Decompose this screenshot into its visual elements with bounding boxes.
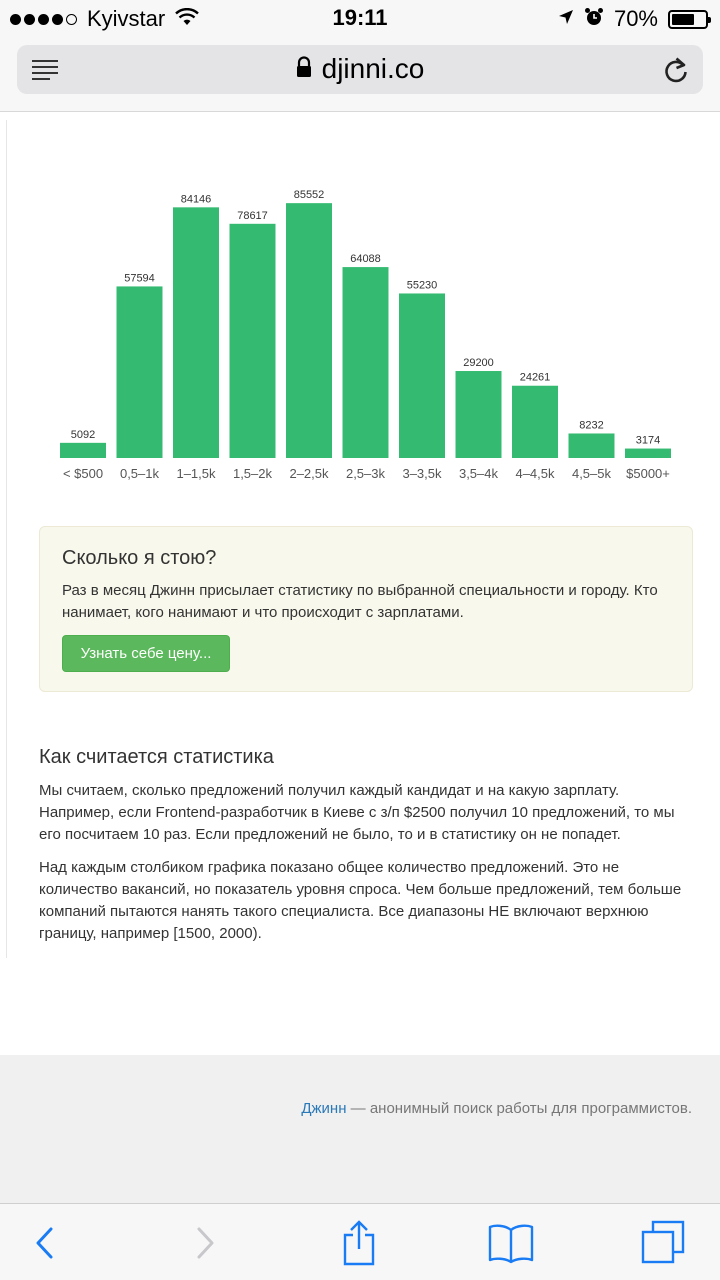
chart-bar <box>456 371 502 458</box>
category-label: 0,5–1k <box>119 466 160 481</box>
category-label: 4,5–5k <box>571 466 612 481</box>
reload-icon[interactable] <box>663 56 689 89</box>
share-icon <box>341 1219 377 1267</box>
category-label: $5000+ <box>626 466 670 481</box>
location-arrow-icon <box>558 9 574 30</box>
bar-value-label: 78617 <box>237 209 268 222</box>
bookmarks-button[interactable] <box>486 1218 536 1268</box>
salary-promo-box <box>39 526 693 692</box>
bar-value-label: 85552 <box>293 189 325 202</box>
howto-heading: Как считается статистика <box>39 746 274 768</box>
bar-value-label: 5092 <box>70 428 96 441</box>
chart-bar <box>173 207 219 458</box>
category-label: 3–3,5k <box>402 466 442 481</box>
battery-percent: 70% <box>613 6 658 31</box>
url-display[interactable] <box>17 53 703 85</box>
back-icon <box>33 1225 57 1261</box>
footer-tagline: — анонимный поиск работы для программистов. <box>346 1100 692 1117</box>
bar-value-label: 84146 <box>180 193 212 206</box>
alarm-clock-icon <box>584 7 604 32</box>
footer-home-link[interactable]: Джинн <box>301 1100 347 1117</box>
bar-value-label: 57594 <box>124 272 155 285</box>
bar-value-label: 3174 <box>635 434 661 447</box>
bar-value-label: 55230 <box>406 279 438 292</box>
carrier-name: Kyivstar <box>87 6 166 31</box>
category-label: 2–2,5k <box>289 466 329 481</box>
back-button[interactable] <box>20 1218 70 1268</box>
browser-address-area <box>0 40 720 112</box>
url-text: djinni.co <box>321 53 425 84</box>
category-label: 3,5–4k <box>458 466 499 481</box>
category-label: 1–1,5k <box>176 466 216 481</box>
footer-text <box>301 1100 692 1117</box>
chart-bar <box>60 443 106 458</box>
bar-value-label: 8232 <box>579 419 604 432</box>
clock: 19:11 <box>332 5 388 30</box>
status-right <box>558 6 708 32</box>
chart-bar <box>286 203 332 458</box>
chart-bar <box>117 286 163 458</box>
forward-button[interactable] <box>180 1218 230 1268</box>
chart-bar <box>569 433 615 458</box>
share-button[interactable] <box>334 1218 384 1268</box>
bar-value-label: 24261 <box>519 371 551 384</box>
tabs-button[interactable] <box>638 1218 688 1268</box>
page-footer <box>0 1055 720 1203</box>
promo-title: Сколько я стою? <box>62 547 217 569</box>
howto-paragraph-1: Мы считаем, сколько предложений получил каждый кандидат и на какую зарплату. Например, если Frontend-разработчик в Киеве с з/п $2500 получил 10 предложений, то мы его посчитаем 10 раз. Если предложений не было, то и в статистику он не попадет. <box>39 782 675 843</box>
know-your-price-button[interactable]: Узнать себе цену... <box>62 635 230 672</box>
howto-paragraph-2: Над каждым столбиком графика показано общее количество предложений. Это не количество вакансий, но показатель уровня спроса. Чем больше предложений, тем больше компаний пытаются нанять такого специалиста. Все диапазоны НЕ включают верхнюю границу, например [1500, 2000). <box>39 859 682 942</box>
address-bar[interactable] <box>17 45 703 94</box>
category-label: 1,5–2k <box>232 466 273 481</box>
bar-value-label: 64088 <box>350 253 381 266</box>
status-bar <box>0 0 720 40</box>
chart-bar <box>512 386 558 458</box>
chart-bar <box>230 224 276 458</box>
lock-icon <box>296 56 312 83</box>
category-label: 2,5–3k <box>345 466 386 481</box>
tabs-icon <box>639 1219 687 1267</box>
chart-bar <box>399 293 445 458</box>
salary-chart <box>40 165 690 495</box>
battery-icon <box>668 10 708 29</box>
promo-text: Раз в месяц Джинн присылает статистику по выбранной специальности и городу. Кто нанимает, кого нанимают и что происходит с зарплатами. <box>62 582 658 621</box>
category-label: < $500 <box>62 466 104 481</box>
content-border <box>6 120 7 958</box>
bar-value-label: 29200 <box>463 357 494 370</box>
chart-bar <box>343 267 389 458</box>
chart-bar <box>625 449 671 458</box>
bar-chart-svg <box>40 165 690 495</box>
category-label: 4–4,5k <box>515 466 555 481</box>
browser-toolbar <box>0 1203 720 1280</box>
forward-icon <box>193 1225 217 1261</box>
bookmarks-icon <box>487 1222 535 1264</box>
